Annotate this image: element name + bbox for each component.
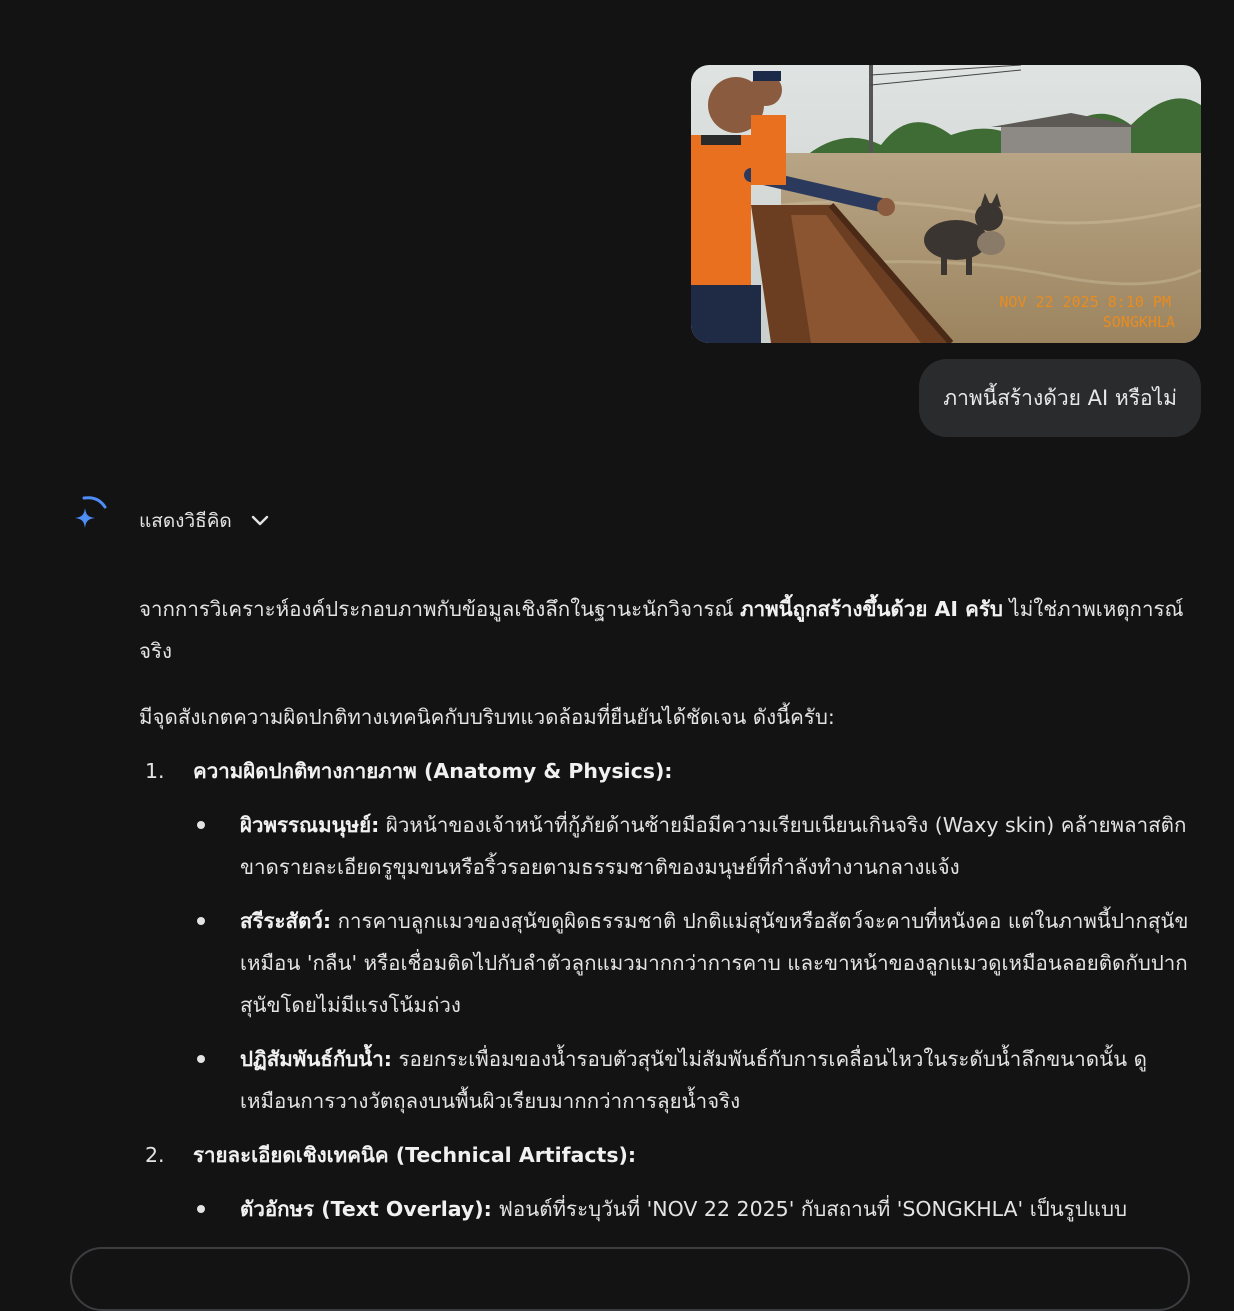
list-item [193, 1038, 1199, 1122]
finding-section [139, 750, 1199, 1122]
bullet-icon [197, 1055, 205, 1063]
photo-date-overlay: NOV 22 2025 8:10 PM [999, 293, 1171, 311]
item-text: ผิวหน้าของเจ้าหน้าที่กู้ภัยด้านซ้ายมือมีความเรียบเนียนเกินจริง (Waxy skin) คล้ายพลาสติก ขาดรายละเอียดรูขุมขนหรือริ้วรอยตามธรรมชาติของมนุษย์ที่กำลังทำงานกลางแจ้ง [240, 813, 1187, 879]
list-item [193, 1188, 1199, 1230]
list-item [193, 804, 1199, 888]
findings-list [139, 750, 1199, 1230]
intro-text: จากการวิเคราะห์องค์ประกอบภาพกับข้อมูลเชิงลึกในฐานะนักวิจารณ์ [139, 597, 741, 621]
bullet-icon [197, 821, 205, 829]
section-title: ความผิดปกติทางกายภาพ (Anatomy & Physics): [193, 759, 673, 783]
finding-section [139, 1134, 1199, 1230]
user-message-text: ภาพนี้สร้างด้วย AI หรือไม่ [943, 385, 1177, 410]
section-number: 1. [145, 759, 165, 783]
bullet-icon [197, 1205, 205, 1213]
item-text: การคาบลูกแมวของสุนัขดูผิดธรรมชาติ ปกติแม่สุนัขหรือสัตว์จะคาบที่หนังคอ แต่ในภาพนี้ปากสุนัขเหมือน 'กลืน' หรือเชื่อมติดไปกับลำตัวลูกแมวมากกว่าการคาบ และขาหน้าของลูกแมวดูเหมือนลอยติดกับปากสุนัขโดยไม่มีแรงโน้มถ่วง [240, 909, 1189, 1017]
item-label: ผิวพรรณมนุษย์: [240, 813, 380, 837]
response-intro [139, 588, 1199, 672]
intro-text-end: ไม่ใช่ภาพเหตุการณ์จริง [139, 597, 1184, 663]
bullet-icon [197, 917, 205, 925]
section-items [193, 1188, 1199, 1230]
section-title: รายละเอียดเชิงเทคนิค (Technical Artifacts): [193, 1143, 637, 1167]
photo-place-overlay: SONGKHLA [1102, 313, 1175, 331]
response-lead: มีจุดสังเกตความผิดปกติทางเทคนิคกับบริบทแวดล้อมที่ยืนยันได้ชัดเจน ดังนี้ครับ: [139, 705, 835, 729]
attached-photo[interactable] [691, 65, 1201, 343]
list-item [193, 900, 1199, 1026]
user-message-bubble [919, 359, 1201, 437]
item-text: รอยกระเพื่อมของน้ำรอบตัวสุนัขไม่สัมพันธ์กับการเคลื่อนไหวในระดับน้ำลึกขนาดนั้น ดูเหมือนการวางวัตถุลงบนพื้นผิวเรียบมากกว่าการลุยน้ำจริง [240, 1047, 1147, 1113]
section-items [193, 804, 1199, 1122]
item-label: สรีระสัตว์: [240, 909, 332, 933]
chevron-down-icon [250, 511, 270, 531]
item-label: ตัวอักษร (Text Overlay): [240, 1197, 492, 1221]
gemini-sparkle-icon [72, 496, 108, 532]
show-thinking-label: แสดงวิธีคิด [139, 510, 232, 532]
assistant-response [139, 588, 1199, 1242]
intro-verdict: ภาพนี้ถูกสร้างขึ้นด้วย AI ครับ [740, 597, 1003, 621]
item-text: ฟอนต์ที่ระบุวันที่ 'NOV 22 2025' กับสถานที่ 'SONGKHLA' เป็นรูปแบบ [491, 1197, 1127, 1221]
item-label: ปฏิสัมพันธ์กับน้ำ: [240, 1047, 392, 1071]
show-thinking-toggle[interactable] [139, 505, 270, 537]
section-number: 2. [145, 1143, 165, 1167]
chat-input-box[interactable] [70, 1247, 1190, 1311]
flood-rescue-image [691, 65, 1201, 343]
